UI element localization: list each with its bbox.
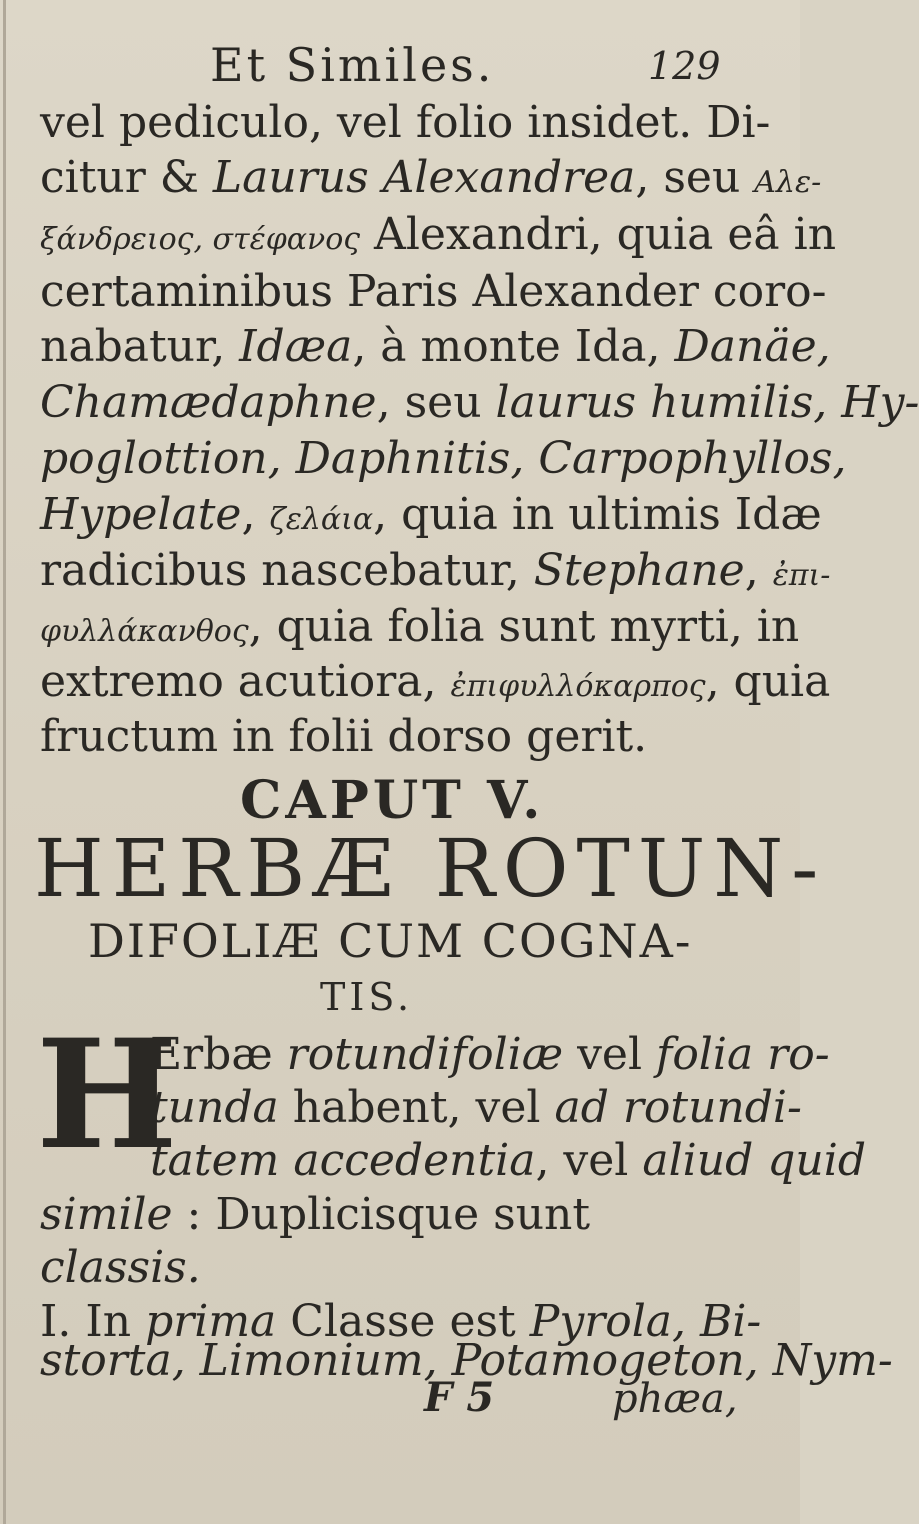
text-line xyxy=(150,1083,802,1133)
text-segment: Erbæ xyxy=(150,1029,287,1080)
text-segment: Laurus Alexandrea xyxy=(212,152,636,203)
text-line xyxy=(150,1030,830,1080)
text-segment: , vel xyxy=(535,1135,643,1186)
text-segment: classis. xyxy=(40,1242,201,1293)
text-segment: vel xyxy=(563,1029,657,1080)
text-segment: , seu xyxy=(635,152,755,203)
text-segment: storta, Limonium, Potamogeton, Nym- xyxy=(40,1335,893,1386)
text-segment: simile xyxy=(40,1189,173,1240)
text-line xyxy=(40,657,830,712)
chapter-title-line-1: HERBÆ ROTUN- xyxy=(34,822,827,915)
text-segment: Classe est xyxy=(276,1296,530,1347)
text-line xyxy=(40,378,919,428)
page-number: 129 xyxy=(648,44,721,88)
text-line xyxy=(40,210,836,265)
text-segment: Idæa xyxy=(239,321,353,372)
text-segment: Alexandri, quia eâ in xyxy=(360,209,837,260)
text-line xyxy=(40,434,847,484)
text-line xyxy=(40,322,831,372)
text-segment: vel pediculo, vel folio insidet. Di- xyxy=(40,97,771,148)
text-segment: rotundifoliæ xyxy=(286,1029,564,1080)
drop-cap: H xyxy=(36,1007,178,1183)
text-line xyxy=(40,602,799,657)
text-segment: ξάνδρειος, στέφανος xyxy=(40,222,361,257)
text-segment: habent, vel xyxy=(278,1082,555,1133)
text-segment: fructum in folii dorso gerit. xyxy=(40,711,648,762)
text-segment: , quia in ultimis Idæ xyxy=(373,489,822,540)
text-line xyxy=(40,267,826,317)
text-segment: φυλλάκανθος xyxy=(40,614,249,649)
chapter-number: CAPUT V. xyxy=(240,770,545,831)
running-title: Et Similes. xyxy=(210,38,495,92)
text-segment: , seu xyxy=(376,377,496,428)
text-segment: , à monte Ida, xyxy=(352,321,675,372)
chapter-title-line-3: TIS. xyxy=(320,975,414,1019)
text-segment: ἐπιφυλλόκαρπος xyxy=(450,669,706,704)
text-segment: Hypelate xyxy=(40,489,242,540)
text-segment: citur & xyxy=(40,152,213,203)
text-segment: Chamædaphne xyxy=(40,377,377,428)
text-segment: ad rotundi- xyxy=(554,1082,802,1133)
text-segment: Αλε- xyxy=(754,165,822,200)
text-segment: , quia xyxy=(705,656,831,707)
text-segment: Pyrola, Bi- xyxy=(529,1296,762,1347)
text-line xyxy=(40,1190,590,1240)
signature-mark: F 5 xyxy=(424,1374,495,1421)
text-line xyxy=(150,1136,866,1186)
text-segment: : Duplicisque sunt xyxy=(172,1189,591,1240)
text-segment: , xyxy=(744,545,773,596)
text-line xyxy=(40,1243,201,1293)
text-segment: nabatur, xyxy=(40,321,240,372)
text-segment: folia ro- xyxy=(656,1029,830,1080)
text-segment: Stephane xyxy=(533,545,745,596)
text-line xyxy=(40,98,770,148)
text-segment: poglottion, Daphnitis, Carpophyllos, xyxy=(40,433,847,484)
text-segment: laurus humilis, Hy- xyxy=(495,377,919,428)
text-segment: prima xyxy=(145,1296,277,1347)
text-segment: , xyxy=(241,489,270,540)
text-segment: tatem accedentia xyxy=(150,1135,536,1186)
page-edge-shadow xyxy=(3,0,6,1524)
text-segment: extremo acutiora, xyxy=(40,656,451,707)
text-segment: ἐπι- xyxy=(772,558,831,593)
catchword: phæa, xyxy=(612,1376,738,1422)
text-segment: , quia folia sunt myrti, in xyxy=(248,601,800,652)
text-line xyxy=(40,546,830,601)
text-segment: radicibus nascebatur, xyxy=(40,545,534,596)
text-segment: aliud quid xyxy=(642,1135,866,1186)
text-segment: tunda xyxy=(150,1082,279,1133)
text-line xyxy=(40,712,647,762)
text-segment: Danäe, xyxy=(674,321,831,372)
text-segment: I. In xyxy=(40,1296,146,1347)
text-segment: ζελάια xyxy=(269,502,374,537)
chapter-title-line-2: DIFOLIÆ CUM COGNA- xyxy=(88,914,693,968)
text-line xyxy=(40,153,821,208)
text-line xyxy=(40,490,822,545)
text-segment: certaminibus Paris Alexander coro- xyxy=(40,266,827,317)
